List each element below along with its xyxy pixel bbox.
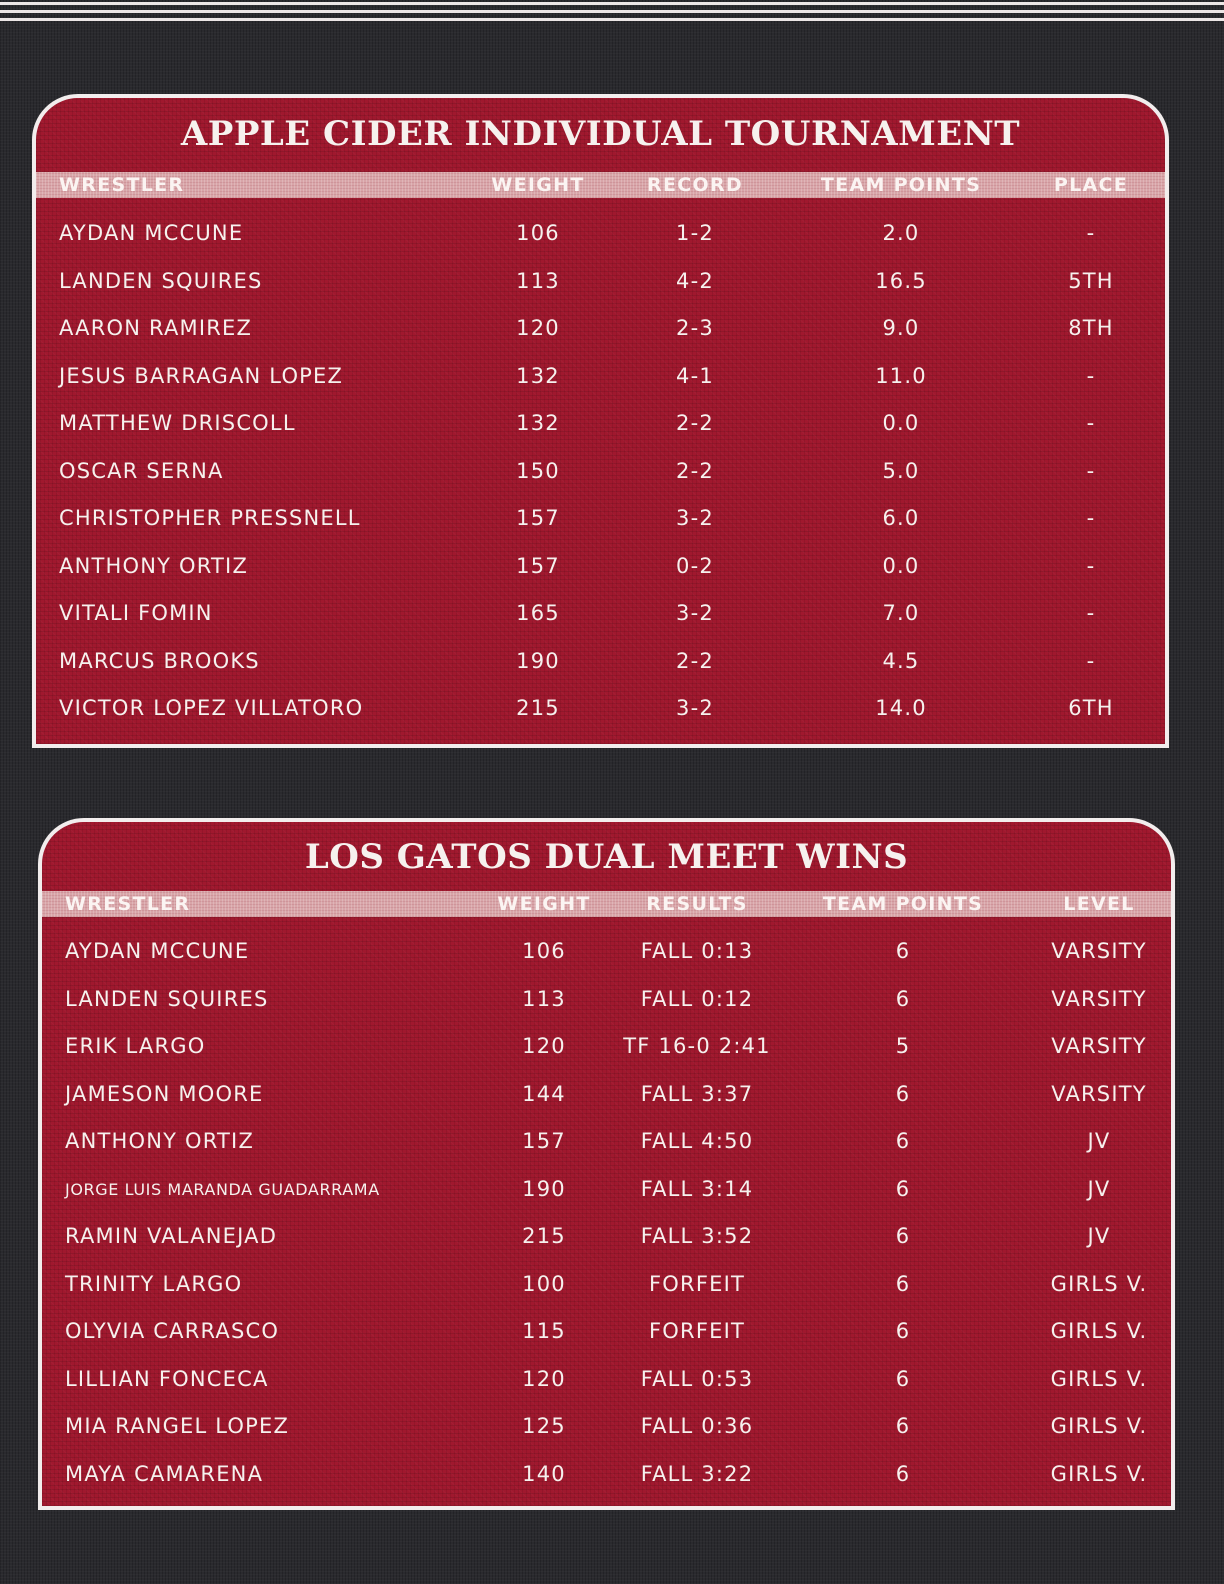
wrestler-name: OSCAR SERNA bbox=[59, 458, 224, 483]
wrestler-name: LANDEN SQUIRES bbox=[65, 986, 269, 1011]
level: VARSITY bbox=[1051, 1081, 1147, 1106]
table-row bbox=[42, 1213, 1171, 1260]
team-points: 6 bbox=[895, 1271, 911, 1296]
wrestler-name: MATTHEW DRISCOLL bbox=[59, 411, 296, 435]
table-row bbox=[36, 305, 1165, 352]
weight: 190 bbox=[516, 648, 560, 673]
record: 4-2 bbox=[676, 268, 714, 293]
wrestler-name: MIA RANGEL LOPEZ bbox=[65, 1414, 290, 1438]
result: FALL 0:13 bbox=[640, 939, 754, 963]
table-row bbox=[42, 1403, 1171, 1450]
result: FORFEIT bbox=[649, 1319, 745, 1343]
level: GIRLS V. bbox=[1050, 1271, 1148, 1296]
team-points: 6 bbox=[895, 939, 911, 963]
record: 2-2 bbox=[676, 411, 714, 435]
result: FORFEIT bbox=[649, 1271, 745, 1296]
dual-meet-header-bar bbox=[42, 891, 1171, 917]
header-place: PLACE bbox=[1053, 174, 1129, 196]
result: FALL 3:22 bbox=[640, 1461, 754, 1486]
weight: 113 bbox=[522, 986, 566, 1011]
weight: 115 bbox=[522, 1319, 566, 1343]
result: FALL 0:12 bbox=[640, 986, 754, 1011]
dual-meet-title: LOS GATOS DUAL MEET WINS bbox=[304, 837, 909, 877]
result: FALL 0:36 bbox=[640, 1414, 754, 1438]
wrestler-name: AYDAN MCCUNE bbox=[59, 221, 244, 245]
team-points: 6.0 bbox=[882, 506, 920, 530]
weight: 125 bbox=[522, 1414, 566, 1438]
weight: 113 bbox=[516, 268, 560, 293]
weight: 215 bbox=[522, 1224, 566, 1248]
place: - bbox=[1086, 411, 1096, 435]
header-weight: WEIGHT bbox=[491, 174, 585, 196]
result: FALL 4:50 bbox=[640, 1129, 754, 1153]
weight: 106 bbox=[516, 221, 560, 245]
table-row bbox=[36, 685, 1165, 732]
table-row bbox=[42, 976, 1171, 1023]
table-row bbox=[42, 1166, 1171, 1213]
weight: 120 bbox=[516, 316, 560, 340]
table-row bbox=[42, 1356, 1171, 1403]
table-row bbox=[42, 1071, 1171, 1118]
table-row bbox=[36, 353, 1165, 400]
weight: 140 bbox=[522, 1461, 566, 1486]
table-row bbox=[42, 928, 1171, 975]
weight: 215 bbox=[516, 696, 560, 720]
team-points: 9.0 bbox=[882, 316, 920, 340]
wrestler-name: VICTOR LOPEZ VILLATORO bbox=[59, 696, 364, 720]
record: 4-1 bbox=[676, 363, 714, 388]
weight: 120 bbox=[522, 1366, 566, 1391]
table-row bbox=[36, 210, 1165, 257]
team-points: 16.5 bbox=[875, 268, 927, 293]
team-points: 5.0 bbox=[882, 458, 920, 483]
level: JV bbox=[1087, 1224, 1111, 1248]
weight: 157 bbox=[522, 1129, 566, 1153]
wrestler-name: MARCUS BROOKS bbox=[59, 648, 260, 673]
wrestler-name: CHRISTOPHER PRESSNELL bbox=[59, 506, 361, 530]
table-row bbox=[42, 1451, 1171, 1498]
header-record: RECORD bbox=[647, 174, 743, 196]
table-row bbox=[36, 543, 1165, 590]
team-points: 0.0 bbox=[882, 553, 920, 578]
table-row bbox=[36, 258, 1165, 305]
result: FALL 3:37 bbox=[640, 1081, 754, 1106]
record: 2-3 bbox=[676, 316, 714, 340]
top-decorative-rules bbox=[0, 0, 1224, 26]
weight: 165 bbox=[516, 601, 560, 625]
level: GIRLS V. bbox=[1050, 1461, 1148, 1486]
weight: 150 bbox=[516, 458, 560, 483]
weight: 144 bbox=[522, 1081, 566, 1106]
wrestler-name: ERIK LARGO bbox=[65, 1034, 206, 1058]
wrestler-name: JESUS BARRAGAN LOPEZ bbox=[59, 363, 344, 388]
record: 3-2 bbox=[676, 601, 714, 625]
team-points: 6 bbox=[895, 1414, 911, 1438]
table-row bbox=[42, 1261, 1171, 1308]
team-points: 6 bbox=[895, 1176, 911, 1201]
record: 0-2 bbox=[676, 553, 714, 578]
wrestler-name: OLYVIA CARRASCO bbox=[65, 1319, 280, 1343]
level: VARSITY bbox=[1051, 986, 1147, 1011]
top-rule-2 bbox=[0, 10, 1224, 13]
weight: 132 bbox=[516, 363, 560, 388]
place: 5TH bbox=[1068, 268, 1114, 293]
weight: 132 bbox=[516, 411, 560, 435]
level: GIRLS V. bbox=[1050, 1414, 1148, 1438]
team-points: 6 bbox=[895, 1081, 911, 1106]
team-points: 6 bbox=[895, 1366, 911, 1391]
team-points: 6 bbox=[895, 986, 911, 1011]
table-row bbox=[36, 590, 1165, 637]
table-row bbox=[36, 638, 1165, 685]
weight: 100 bbox=[522, 1271, 566, 1296]
team-points: 5 bbox=[895, 1034, 911, 1058]
header-team-points: TEAM POINTS bbox=[820, 174, 982, 196]
record: 3-2 bbox=[676, 506, 714, 530]
place: - bbox=[1086, 458, 1096, 483]
weight: 120 bbox=[522, 1034, 566, 1058]
level: VARSITY bbox=[1051, 939, 1147, 963]
team-points: 2.0 bbox=[882, 221, 920, 245]
table-row bbox=[42, 1023, 1171, 1070]
team-points: 7.0 bbox=[882, 601, 920, 625]
tournament-panel bbox=[32, 94, 1169, 748]
level: GIRLS V. bbox=[1050, 1366, 1148, 1391]
place: - bbox=[1086, 553, 1096, 578]
wrestler-name: TRINITY LARGO bbox=[65, 1271, 243, 1296]
record: 2-2 bbox=[676, 648, 714, 673]
header-team-points: TEAM POINTS bbox=[822, 893, 984, 915]
dual-meet-panel bbox=[38, 818, 1175, 1510]
place: 6TH bbox=[1068, 696, 1114, 720]
team-points: 6 bbox=[895, 1319, 911, 1343]
top-rule-3 bbox=[0, 18, 1224, 21]
wrestler-name: LANDEN SQUIRES bbox=[59, 268, 263, 293]
record: 1-2 bbox=[676, 221, 714, 245]
team-points: 4.5 bbox=[882, 648, 920, 673]
tournament-header-bar bbox=[36, 172, 1165, 198]
wrestler-name: AYDAN MCCUNE bbox=[65, 939, 250, 963]
level: VARSITY bbox=[1051, 1034, 1147, 1058]
team-points: 11.0 bbox=[875, 363, 927, 388]
team-points: 0.0 bbox=[882, 411, 920, 435]
header-wrestler: WRESTLER bbox=[65, 893, 191, 915]
team-points: 6 bbox=[895, 1224, 911, 1248]
place: 8TH bbox=[1068, 316, 1114, 340]
team-points: 6 bbox=[895, 1129, 911, 1153]
header-level: LEVEL bbox=[1063, 893, 1135, 915]
table-row bbox=[42, 1118, 1171, 1165]
table-row bbox=[36, 495, 1165, 542]
result: TF 16-0 2:41 bbox=[623, 1034, 771, 1058]
table-row bbox=[36, 400, 1165, 447]
table-row bbox=[42, 1308, 1171, 1355]
level: JV bbox=[1087, 1129, 1111, 1153]
weight: 157 bbox=[516, 553, 560, 578]
wrestler-name: JAMESON MOORE bbox=[65, 1081, 264, 1106]
wrestler-name: ANTHONY ORTIZ bbox=[59, 553, 249, 578]
wrestler-name: JORGE LUIS MARANDA GUADARRAMA bbox=[65, 1179, 380, 1199]
place: - bbox=[1086, 221, 1096, 245]
weight: 190 bbox=[522, 1176, 566, 1201]
place: - bbox=[1086, 648, 1096, 673]
level: JV bbox=[1087, 1176, 1111, 1201]
result: FALL 0:53 bbox=[640, 1366, 754, 1391]
place: - bbox=[1086, 363, 1096, 388]
team-points: 6 bbox=[895, 1461, 911, 1486]
wrestler-name: VITALI FOMIN bbox=[59, 601, 213, 625]
record: 3-2 bbox=[676, 696, 714, 720]
wrestler-name: ANTHONY ORTIZ bbox=[65, 1129, 255, 1153]
record: 2-2 bbox=[676, 458, 714, 483]
wrestler-name: RAMIN VALANEJAD bbox=[65, 1224, 278, 1248]
wrestler-name: AARON RAMIREZ bbox=[59, 316, 253, 340]
level: GIRLS V. bbox=[1050, 1319, 1148, 1343]
result: FALL 3:14 bbox=[640, 1176, 754, 1201]
header-wrestler: WRESTLER bbox=[59, 174, 185, 196]
team-points: 14.0 bbox=[875, 696, 927, 720]
tournament-title: APPLE CIDER INDIVIDUAL TOURNAMENT bbox=[180, 114, 1021, 154]
header-results: RESULTS bbox=[646, 893, 748, 915]
wrestler-name: MAYA CAMARENA bbox=[65, 1461, 264, 1486]
weight: 106 bbox=[522, 939, 566, 963]
wrestler-name: LILLIAN FONCECA bbox=[65, 1366, 269, 1391]
place: - bbox=[1086, 506, 1096, 530]
weight: 157 bbox=[516, 506, 560, 530]
result: FALL 3:52 bbox=[640, 1224, 754, 1248]
table-row bbox=[36, 448, 1165, 495]
top-rule-1 bbox=[0, 2, 1224, 5]
place: - bbox=[1086, 601, 1096, 625]
header-weight: WEIGHT bbox=[497, 893, 591, 915]
